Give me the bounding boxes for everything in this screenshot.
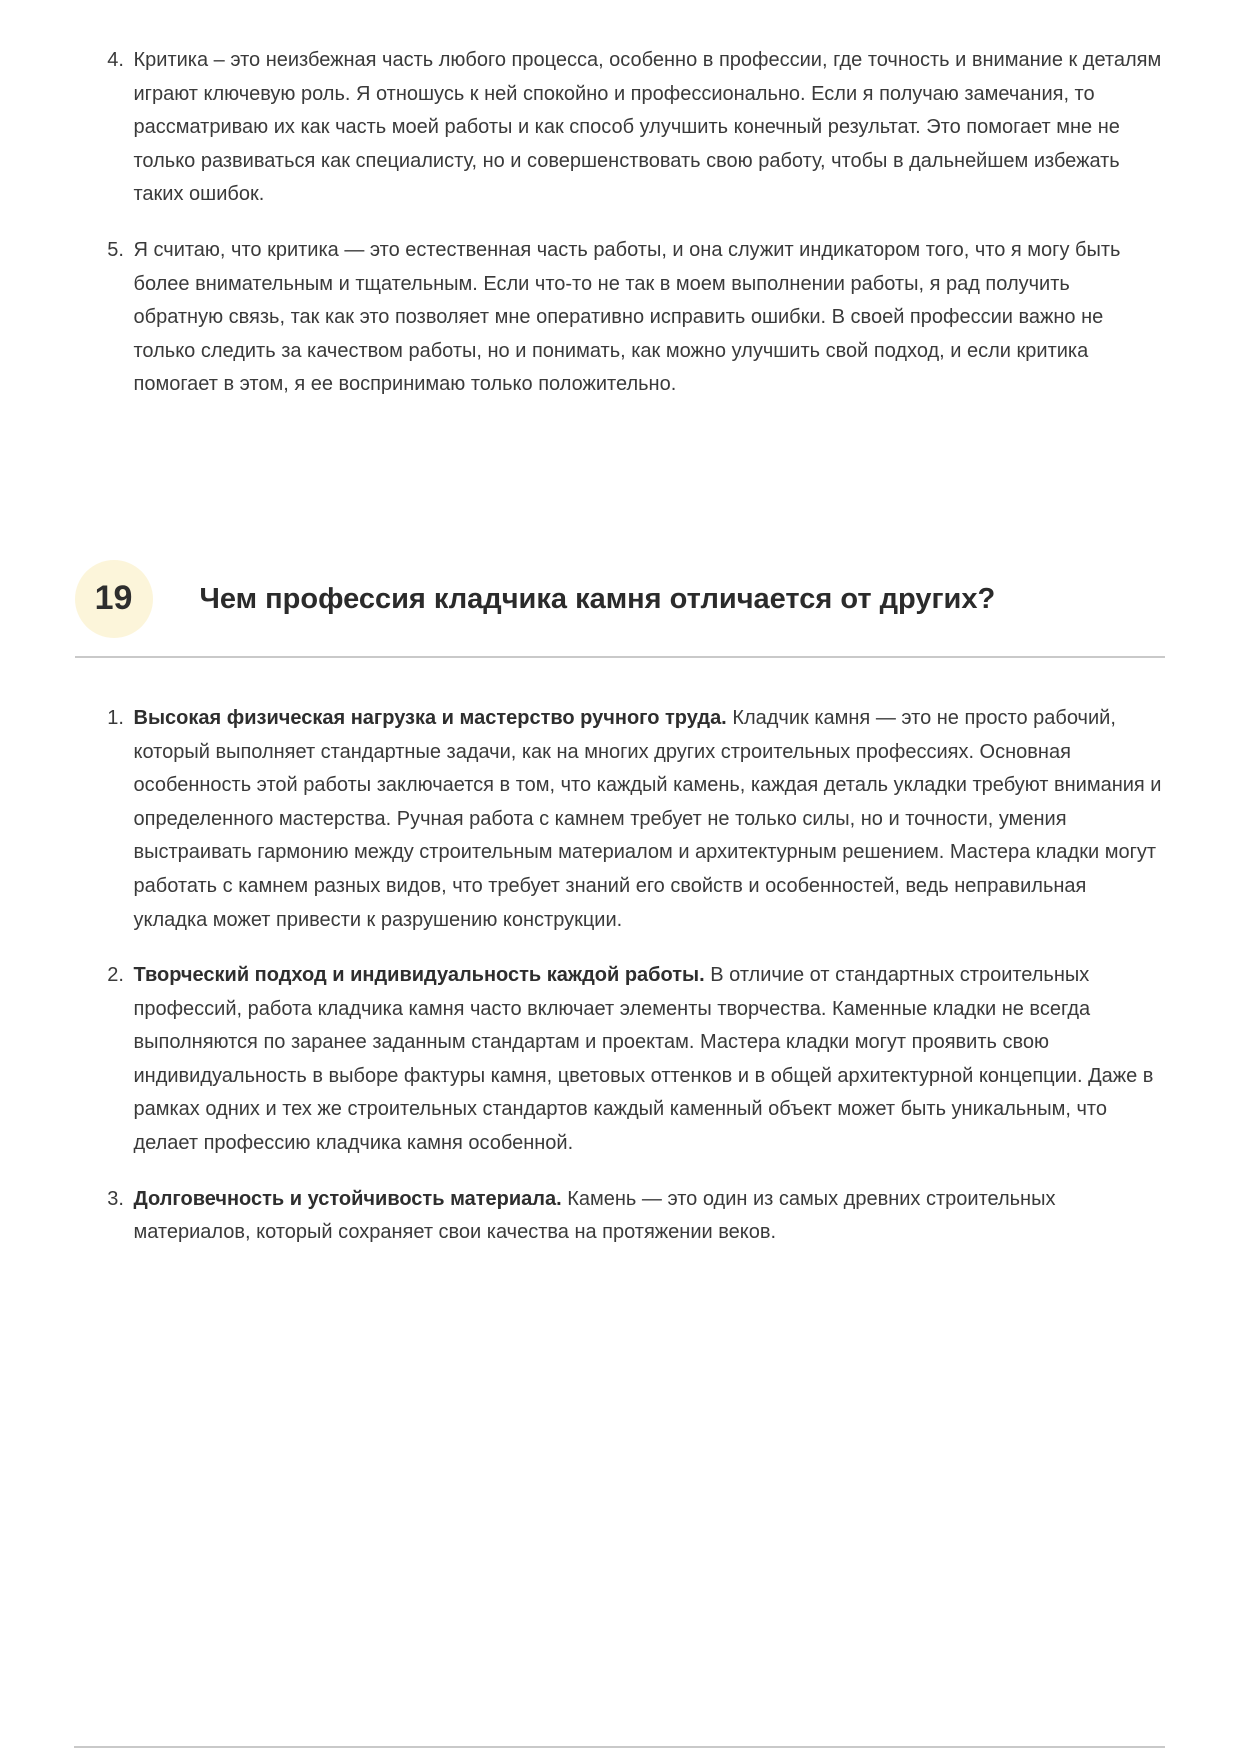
- main-list-wrap: [75, 702, 1165, 1250]
- section-number-badge: [75, 560, 153, 638]
- list-item-lead: Долговечность и устойчивость материала.: [133, 1187, 568, 1210]
- top-list: [75, 44, 1165, 402]
- section-title: Чем профессия кладчика камня отличается от других?: [199, 582, 996, 615]
- list-item: 1. Высокая физическая нагрузка и мастерство ручного труда. Кладчик камня — это не просто рабочий, который выполняет стандартные задачи, как на многих других строительных профессиях. Основная особенность этой работы заключается в том, что каждый камень, каждая деталь укладки требуют внимания и определенного мастерства. Ручная работа с камнем требует не только силы, но и точности, умения выстраивать гармонию между строительным материалом и архитектурным решением. Мастера кладки могут работать с камнем разных видов, что требует знаний его свойств и особенностей, ведь неправильная укладка может привести к разрушению конструкции.: [130, 702, 1165, 937]
- section-number: 19: [94, 579, 133, 618]
- main-list: [75, 702, 1165, 1250]
- list-item: 5. Я считаю, что критика — это естественная часть работы, и она служит индикатором того, что я могу быть более внимательным и тщательным. Если что-то не так в моем выполнении работы, я рад получить обратную связь, так как это позволяет мне оперативно исправить ошибки. В своей профессии важно не только следить за качеством работы, но и понимать, как можно улучшить свой подход, и если критика помогает в этом, я ее воспринимаю только положительно.: [130, 234, 1165, 402]
- list-item: 2. Творческий подход и индивидуальность каждой работы. В отличие от стандартных строительных профессий, работа кладчика камня часто включает элементы творчества. Каменные кладки не всегда выполняются по заранее заданным стандартам и проектам. Мастера кладки могут проявить свою индивидуальность в выборе фактуры камня, цветовых оттенков и в общей архитектурной концепции. Даже в рамках одних и тех же строительных стандартов каждый каменный объект может быть уникальным, что делает профессию кладчика камня особенной.: [130, 959, 1165, 1161]
- section-header: [75, 560, 1165, 638]
- section-divider: [75, 656, 1165, 658]
- list-item-lead: Творческий подход и индивидуальность каждой работы.: [133, 964, 711, 987]
- page-content: [75, 0, 1165, 1250]
- list-item-lead: Высокая физическая нагрузка и мастерство ручного труда.: [133, 706, 733, 729]
- page-bottom-divider: [74, 1746, 1165, 1748]
- list-item: 4. Критика – это неизбежная часть любого процесса, особенно в профессии, где точность и внимание к деталям играют ключевую роль. Я отношусь к ней спокойно и профессионально. Если я получаю замечания, то рассматриваю их как часть моей работы и как способ улучшить конечный результат. Это помогает мне не только развиваться как специалисту, но и совершенствовать свою работу, чтобы в дальнейшем избежать таких ошибок.: [130, 44, 1165, 212]
- list-item: 3. Долговечность и устойчивость материала. Камень — это один из самых древних строительных материалов, который сохраняет свои качества на протяжении веков.: [130, 1183, 1165, 1250]
